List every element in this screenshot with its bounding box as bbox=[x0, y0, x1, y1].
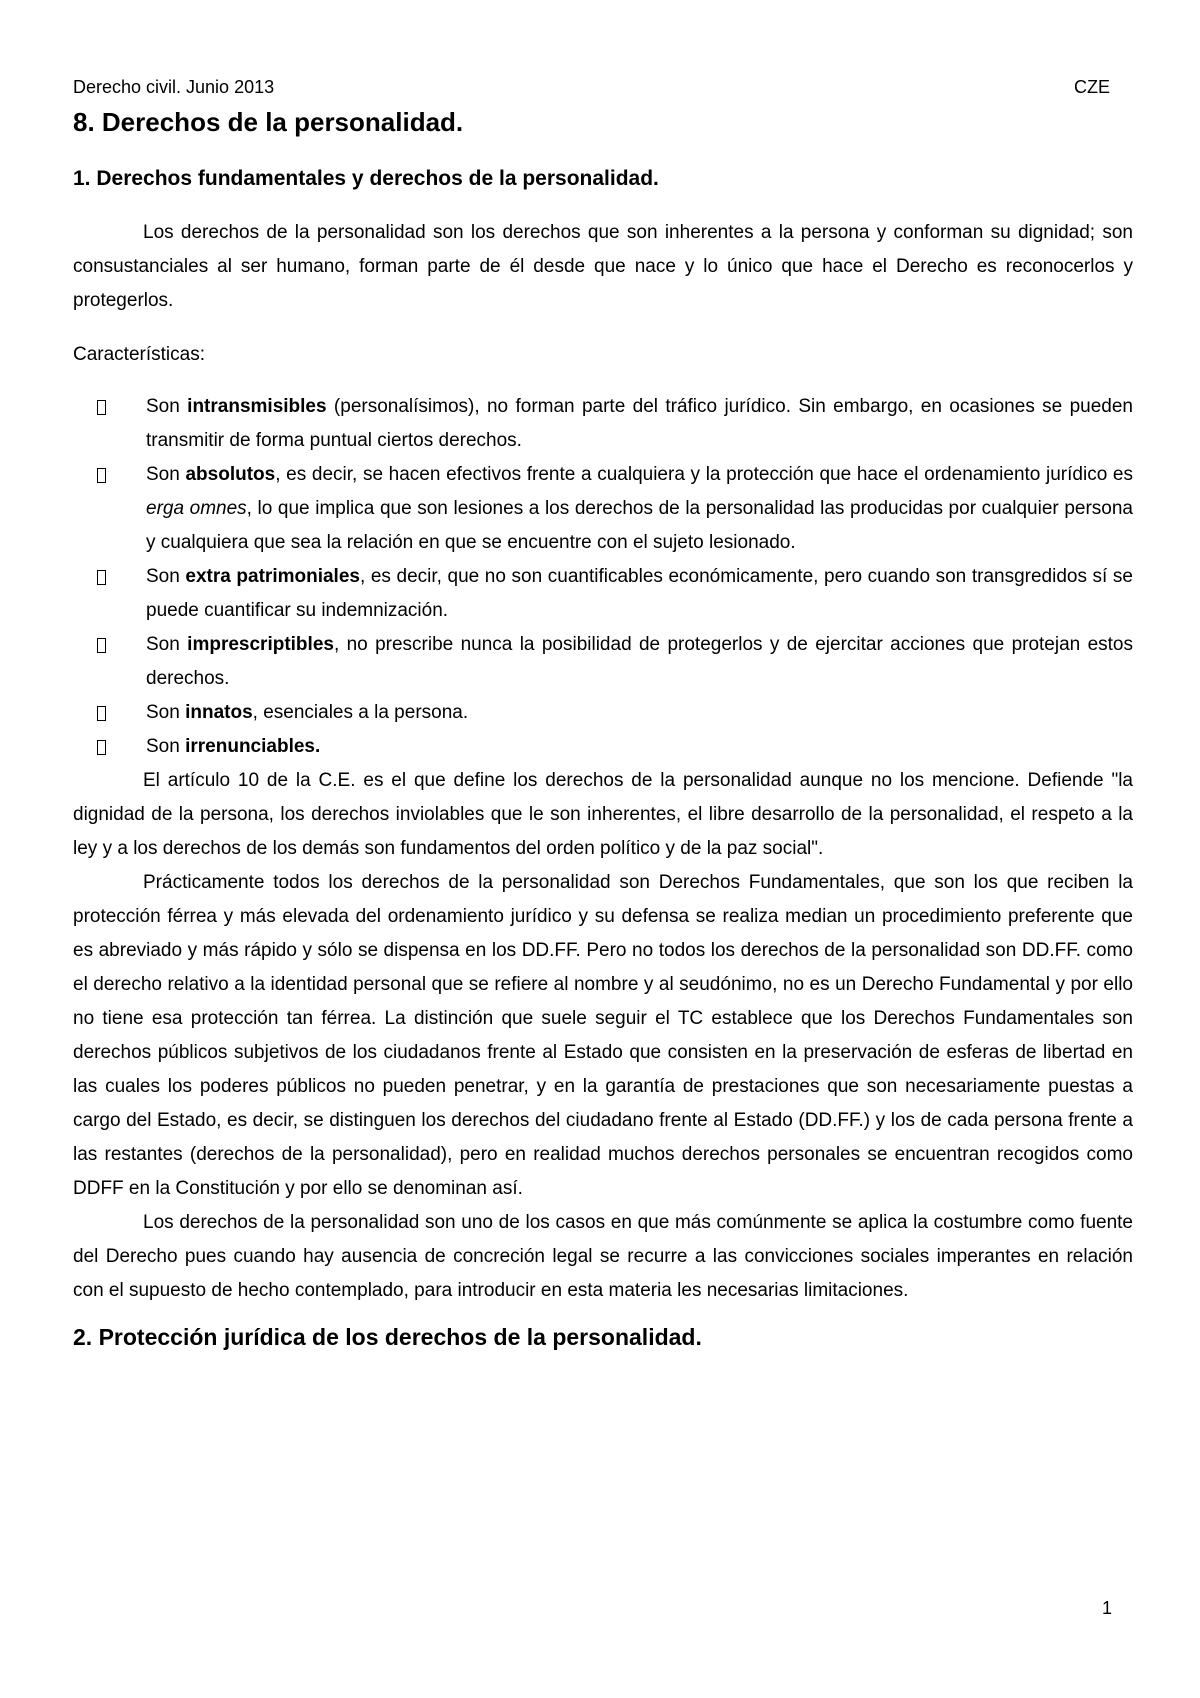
list-item: Son irrenunciables. bbox=[73, 730, 1133, 764]
list-item: Son imprescriptibles, no prescribe nunca la posibilidad de protegerlos y de ejercitar acciones que protejan estos derechos. bbox=[73, 628, 1133, 696]
page-number: 1 bbox=[1101, 1598, 1112, 1618]
term: absolutos bbox=[185, 464, 276, 485]
list-item: Son absolutos, es decir, se hacen efectivos frente a cualquiera y la protección que hace el ordenamiento jurídico es erga omnes, lo que implica que son lesiones a los derechos de la personalidad las producidas por cualquier persona y cualquiera que sea la relación en que se encuentre con el sujeto lesionado. bbox=[73, 458, 1133, 560]
document-title: 8. Derechos de la personalidad. bbox=[73, 107, 464, 137]
term: intransmisibles bbox=[187, 396, 327, 417]
paragraph-custom-source: Los derechos de la personalidad son uno de los casos en que más comúnmente se aplica la costumbre como fuente del Derecho pues cuando hay ausencia de concreción legal se recurre a las convicciones sociales imperantes en relación con el supuesto de hecho contemplado, para introducir en esta materia les necesarias limitaciones. bbox=[73, 1212, 1133, 1301]
page-content bbox=[73, 104, 1133, 1374]
characteristics-list bbox=[73, 390, 1133, 764]
emphasis: erga omnes bbox=[146, 498, 247, 519]
term: innatos bbox=[185, 702, 253, 723]
bullet-box-icon bbox=[97, 570, 106, 585]
characteristics-label: Características: bbox=[73, 344, 205, 365]
list-item: Son intransmisibles (personalísimos), no forman parte del tráfico jurídico. Sin embargo, en ocasiones se pueden transmitir de forma puntual ciertos derechos. bbox=[73, 390, 1133, 458]
paragraph-fundamental-rights: Prácticamente todos los derechos de la personalidad son Derechos Fundamentales, que son los que reciben la protección férrea y más elevada del ordenamiento jurídico y su defensa se realiza median un procedimiento preferente que es abreviado y más rápido y sólo se dispensa en los DD.FF. Pero no todos los derechos de la personalidad son DD.FF. como el derecho relativo a la identidad personal que se refiere al nombre y al seudónimo, no es un Derecho Fundamental y por ello no tiene esa protección tan férrea. La distinción que suele seguir el TC establece que los Derechos Fundamentales son derechos públicos subjetivos de los ciudadanos frente al Estado que consisten en la preservación de esferas de libertad en las cuales los poderes públicos no pueden penetrar, y en la garantía de prestaciones que son necesariamente puestas a cargo del Estado, es decir, se distinguen los derechos del ciudadano frente al Estado (DD.FF.) y los de cada persona frente a las restantes (derechos de la personalidad), pero en realidad muchos derechos personales se encuentran recogidos como DDFF en la Constitución y por ello se denominan así. bbox=[73, 872, 1133, 1199]
bullet-box-icon bbox=[97, 638, 106, 653]
header-left: Derecho civil. Junio 2013 bbox=[73, 77, 275, 97]
bullet-box-icon bbox=[97, 740, 106, 755]
list-item: Son extra patrimoniales, es decir, que no son cuantificables económicamente, pero cuando son transgredidos sí se puede cuantificar su indemnización. bbox=[73, 560, 1133, 628]
bullet-box-icon bbox=[97, 468, 106, 483]
list-item: Son innatos, esenciales a la persona. bbox=[73, 696, 1133, 730]
bullet-box-icon bbox=[97, 400, 106, 415]
term: imprescriptibles bbox=[187, 634, 334, 655]
header-right: CZE bbox=[1074, 77, 1110, 97]
intro-paragraph: Los derechos de la personalidad son los derechos que son inherentes a la persona y conforman su dignidad; son consustanciales al ser humano, forman parte de él desde que nace y lo único que hace el Derecho es reconocerlos y protegerlos. bbox=[73, 222, 1133, 311]
bullet-box-icon bbox=[97, 706, 106, 721]
section-1-heading: 1. Derechos fundamentales y derechos de la personalidad. bbox=[73, 167, 659, 190]
term: extra patrimoniales bbox=[185, 566, 360, 587]
section-2-heading: 2. Protección jurídica de los derechos de la personalidad. bbox=[73, 1324, 702, 1350]
term: irrenunciables. bbox=[185, 736, 321, 757]
paragraph-article-10: El artículo 10 de la C.E. es el que define los derechos de la personalidad aunque no los mencione. Defiende "la dignidad de la persona, los derechos inviolables que le son inherentes, el libre desarrollo de la personalidad, el respeto a la ley y a los derechos de los demás son fundamentos del orden político y de la paz social". bbox=[73, 770, 1133, 859]
